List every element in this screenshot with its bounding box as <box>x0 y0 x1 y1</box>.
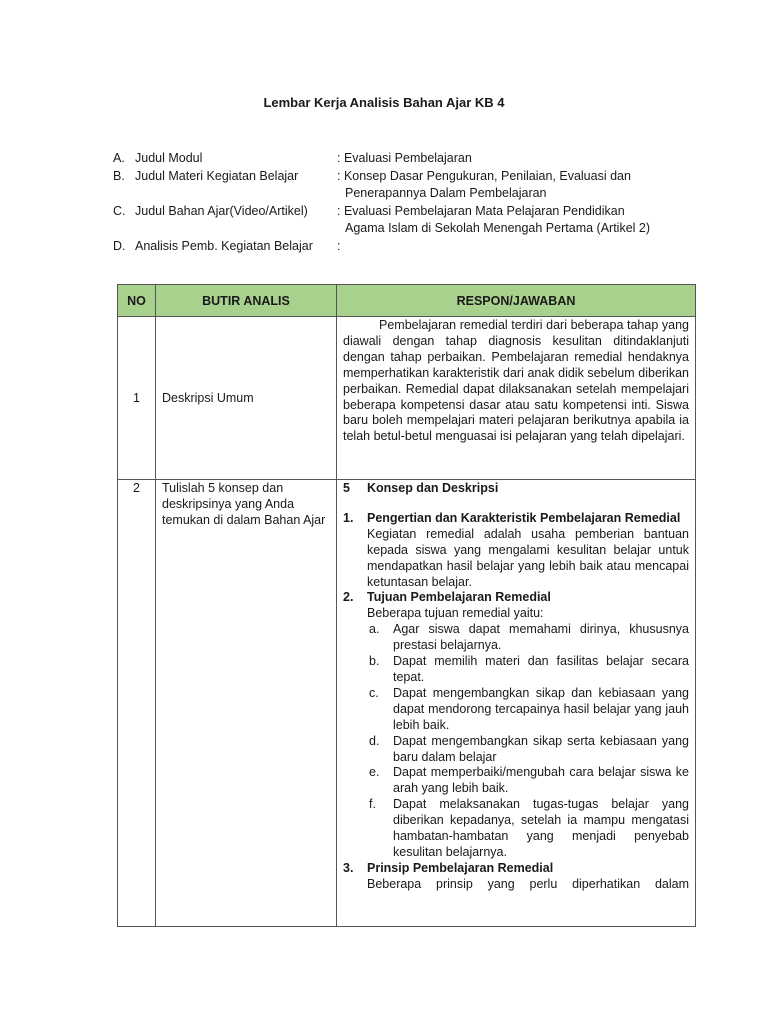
row-respon <box>337 480 696 927</box>
section-title: Pengertian dan Karakteristik Pembelajaran Remedial <box>367 510 681 525</box>
list-item <box>367 622 689 654</box>
table-row <box>118 480 696 927</box>
list-text: Dapat mengembangkan sikap serta kebiasaan yang baru dalam belajar <box>393 733 689 764</box>
meta-letter: C. <box>113 204 126 218</box>
meta-letter: A. <box>113 151 125 165</box>
concept-heading <box>343 481 689 497</box>
meta-value-line2: Penerapannya Dalam Pembelajaran <box>345 186 547 200</box>
respon-paragraph: Pembelajaran remedial terdiri dari beberapa tahap yang diawali dengan tahap diagnosis kesulitan ditindaklanjuti dengan tahap perbaikan. Pembelajaran remedial hendaknya memperhatikan karakteristik dari anak didik sebelum diberikan perbaikan. Remedial dapat dilaksanakan setelah mempelajari beberapa kompetensi dasar atau satu kompetensi inti. Siswa baru boleh mempelajari materi pelajaran berikutnya apabila ia telah betul-betul menguasai isi pelajaran yang telah dipelajari. <box>343 318 689 444</box>
meta-value-line1: : Konsep Dasar Pengukuran, Penilaian, Evaluasi dan <box>337 169 631 183</box>
meta-label: Analisis Pemb. Kegiatan Belajar <box>135 239 313 253</box>
row-number: 2 <box>118 480 156 927</box>
list-letter: d. <box>369 733 380 748</box>
table-header-row <box>118 285 696 317</box>
list-item <box>367 765 689 797</box>
section-number: 3. <box>343 860 354 875</box>
list-letter: c. <box>369 685 379 700</box>
meta-value: : <box>337 239 341 253</box>
meta-letter: D. <box>113 239 126 253</box>
list-item <box>367 686 689 734</box>
section-title: Prinsip Pembelajaran Remedial <box>367 860 554 875</box>
list-item <box>367 797 689 861</box>
section-text: Beberapa prinsip yang perlu diperhatikan dalam <box>367 876 689 891</box>
list-item <box>367 734 689 766</box>
table-row <box>118 317 696 480</box>
row-number: 1 <box>118 317 156 480</box>
concept-section <box>343 511 689 591</box>
module-info <box>113 150 703 255</box>
list-letter: f. <box>369 797 376 812</box>
meta-row-judul-modul <box>113 150 703 167</box>
row-butir: Tulislah 5 konsep dan deskripsinya yang Anda temukan di dalam Bahan Ajar <box>156 480 337 927</box>
list-text: Dapat mengembangkan sikap dan kebiasaan yang dapat mendorong tercapainya hasil belajar yang jauh lebih baik. <box>393 685 689 732</box>
list-letter: a. <box>369 622 380 637</box>
document-title: Lembar Kerja Analisis Bahan Ajar KB 4 <box>263 95 505 110</box>
list-text: Dapat memilih materi dan fasilitas belajar secara tepat. <box>393 654 689 684</box>
list-item <box>367 654 689 686</box>
section-text: Beberapa tujuan remedial yaitu: <box>367 606 544 621</box>
concept-section <box>343 590 689 860</box>
meta-value-line1: : Evaluasi Pembelajaran Mata Pelajaran Pendidikan <box>337 204 625 218</box>
meta-label: Judul Materi Kegiatan Belajar <box>135 169 299 183</box>
concept-heading-number: 5 <box>343 481 350 495</box>
meta-row-analisis <box>113 238 703 255</box>
meta-row-judul-bahan-ajar <box>113 203 703 237</box>
meta-value: : Evaluasi Pembelajaran <box>337 151 472 165</box>
section-number: 1. <box>343 510 354 525</box>
section-title: Tujuan Pembelajaran Remedial <box>367 590 551 605</box>
row-butir: Deskripsi Umum <box>156 317 337 480</box>
list-text: Agar siswa dapat memahami dirinya, khususnya prestasi belajarnya. <box>393 622 689 653</box>
list-text: Dapat melaksanakan tugas-tugas belajar yang diberikan kepadanya, setelah ia mampu mengatasi hambatan-hambatan yang menjadi penyebab kesulitan belajarnya. <box>393 797 689 859</box>
concept-section <box>343 861 689 893</box>
header-no: NO <box>118 285 156 317</box>
header-butir-analis: BUTIR ANALIS <box>156 285 337 317</box>
concept-heading-text: Konsep dan Deskripsi <box>367 481 499 495</box>
meta-row-judul-materi <box>113 168 703 202</box>
meta-letter: B. <box>113 169 125 183</box>
meta-label: Judul Bahan Ajar(Video/Artikel) <box>135 204 308 218</box>
meta-value <box>337 168 703 202</box>
meta-value <box>337 203 703 237</box>
section-text: Kegiatan remedial adalah usaha pemberian bantuan kepada siswa yang mengalami kesulitan belajar untuk mendapatkan hasil belajar yang lebih baik atau mencapai ketuntasan belajar. <box>367 526 689 589</box>
header-respon-jawaban: RESPON/JAWABAN <box>337 285 696 317</box>
meta-value-line2: Agama Islam di Sekolah Menengah Pertama (Artikel 2) <box>345 221 651 235</box>
row-respon <box>337 317 696 480</box>
section-number: 2. <box>343 590 354 605</box>
meta-label: Judul Modul <box>135 151 203 165</box>
list-text: Dapat memperbaiki/mengubah cara belajar siswa ke arah yang lebih baik. <box>393 765 689 796</box>
list-letter: e. <box>369 765 380 780</box>
list-letter: b. <box>369 654 380 669</box>
analysis-table <box>117 284 696 927</box>
